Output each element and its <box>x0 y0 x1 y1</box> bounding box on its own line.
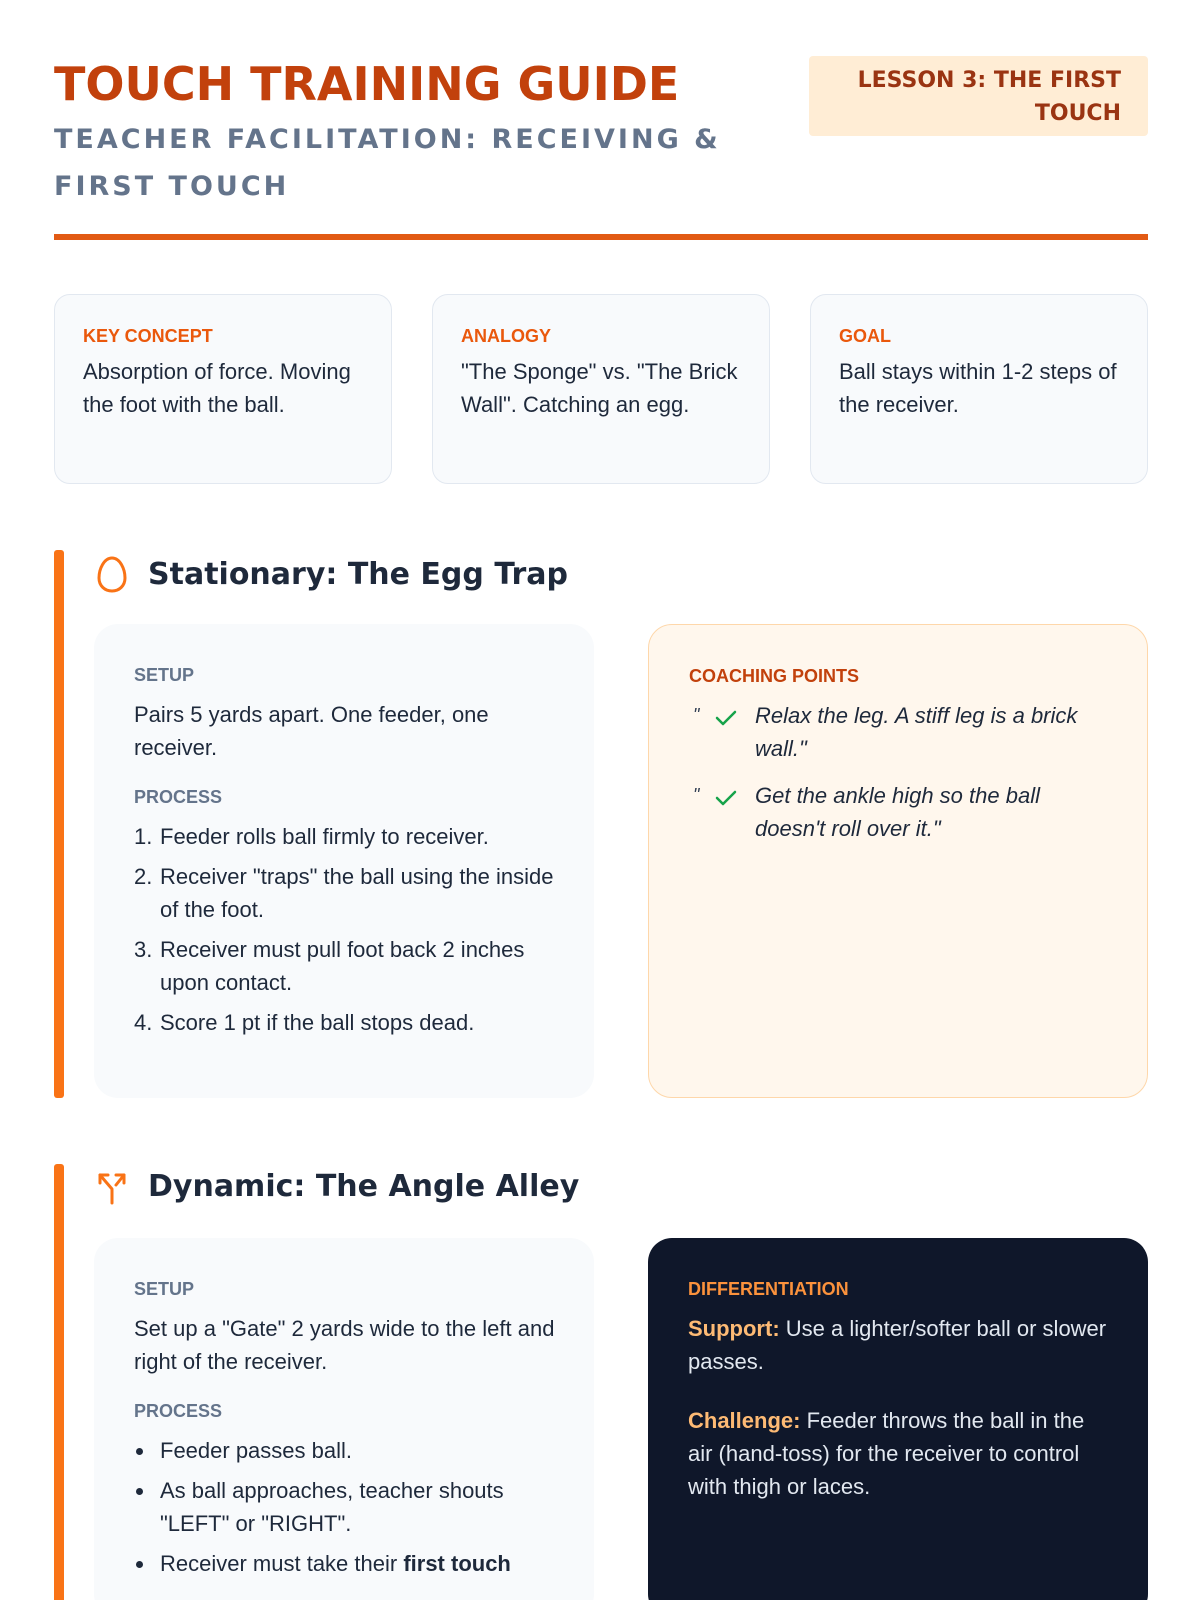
setup-label: SETUP <box>134 1279 195 1299</box>
analogy-card <box>432 294 770 484</box>
coaching-label: COACHING POINTS <box>689 666 860 686</box>
card-text: Absorption of force. Moving the foot with the ball. <box>83 359 351 417</box>
coaching-text: Get the ankle high so the ball doesn't roll over it." <box>755 783 1040 841</box>
coaching-point <box>689 699 1111 765</box>
differentiation-panel <box>648 1238 1148 1600</box>
challenge-text: Challenge: Feeder throws the ball in the air (hand-toss) for the receiver to control with thigh or laces. <box>688 1408 1085 1499</box>
list-item: As ball approaches, teacher shouts "LEFT" or "RIGHT". <box>134 1474 556 1540</box>
page-title: TOUCH TRAINING GUIDE <box>54 57 680 111</box>
check-icon <box>715 783 737 816</box>
card-label: ANALOGY <box>461 326 551 346</box>
card-label: GOAL <box>839 326 891 346</box>
check-icon <box>715 703 737 736</box>
process-steps <box>134 820 556 1039</box>
quote-mark: " <box>693 705 700 725</box>
card-text: "The Sponge" vs. "The Brick Wall". Catching an egg. <box>461 359 738 417</box>
setup-process-panel <box>94 624 594 1098</box>
page-header <box>54 56 1148 242</box>
section-accent-bar <box>54 550 64 1098</box>
section-heading <box>94 550 568 598</box>
list-item: 4. Score 1 pt if the ball stops dead. <box>134 1010 475 1035</box>
setup-text: Set up a "Gate" 2 yards wide to the left and right of the receiver. <box>134 1316 555 1374</box>
process-bullets <box>134 1434 556 1580</box>
egg-icon <box>94 553 130 595</box>
split-arrows-icon <box>94 1165 130 1207</box>
process-label: PROCESS <box>134 1401 223 1421</box>
section-accent-bar <box>54 1164 64 1600</box>
list-item: 2. Receiver "traps" the ball using the inside of the foot. <box>134 864 554 922</box>
section-title: Stationary: The Egg Trap <box>148 556 568 592</box>
coaching-text: Relax the leg. A stiff leg is a brick wall." <box>755 703 1078 761</box>
differentiation-label: DIFFERENTIATION <box>688 1279 849 1299</box>
page-subtitle: TEACHER FACILITATION: RECEIVING & FIRST TOUCH <box>54 124 721 202</box>
key-concept-card <box>54 294 392 484</box>
section-title: Dynamic: The Angle Alley <box>148 1168 580 1204</box>
card-text: Ball stays within 1-2 steps of the receiver. <box>839 359 1117 417</box>
setup-process-panel <box>94 1238 594 1600</box>
list-item: Receiver must take their first touch <box>134 1547 556 1580</box>
setup-label: SETUP <box>134 665 195 685</box>
quote-mark: " <box>693 785 700 805</box>
lesson-badge: LESSON 3: THE FIRST TOUCH <box>809 56 1148 136</box>
section-heading <box>94 1162 579 1210</box>
card-label: KEY CONCEPT <box>83 326 213 346</box>
list-item: Feeder passes ball. <box>134 1434 556 1467</box>
summary-cards <box>54 294 1148 484</box>
header-divider <box>54 234 1148 240</box>
section-egg-trap <box>54 550 1148 1100</box>
list-item: 3. Receiver must pull foot back 2 inches upon contact. <box>134 937 525 995</box>
section-angle-alley <box>54 1164 1148 1600</box>
coaching-points-panel <box>648 624 1148 1098</box>
setup-text: Pairs 5 yards apart. One feeder, one receiver. <box>134 702 489 760</box>
goal-card <box>810 294 1148 484</box>
coaching-point <box>689 779 1111 845</box>
process-label: PROCESS <box>134 787 223 807</box>
list-item: 1. Feeder rolls ball firmly to receiver. <box>134 824 489 849</box>
support-text: Support: Use a lighter/softer ball or slower passes. <box>688 1316 1107 1374</box>
